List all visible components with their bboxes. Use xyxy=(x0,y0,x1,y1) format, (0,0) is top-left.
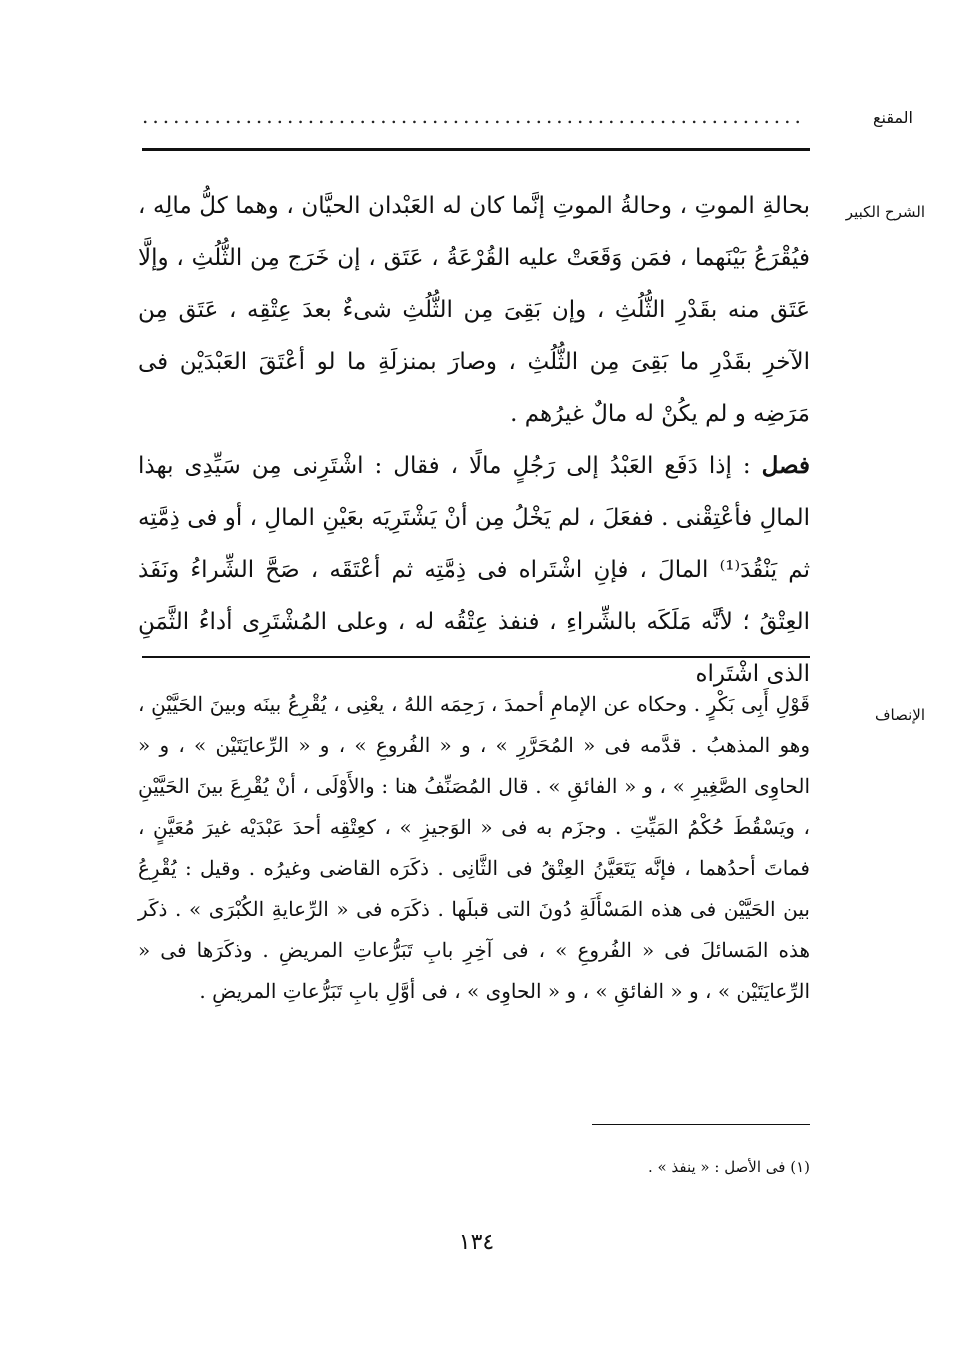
footnote-rule xyxy=(592,1124,810,1125)
footnote: (١) فى الأصل : « ينفذ » . xyxy=(648,1158,810,1176)
section-label-sharh: الشرح الكبير xyxy=(845,203,925,221)
sharh-paragraph-1: بحالةِ الموتِ ، وحالةُ الموتِ إنَّما كان له العَبْدان الحيَّان ، وهما كلُّ مالِه ، فيُقْرَعُ بَيْنَهما ، فمَن وَقَعَتْ عليه القُرْعَةُ ، عَتَق ، إن خَرَج مِن الثُّلُثِ ، وإلَّا عَتَق منه بقَدْرِ الثُّلُثِ ، وإن بَقِىَ مِن الثُّلُثِ شىءٌ بعدَ عِتْقِه ، عَتَق مِن الآخرِ بقَدْرِ ما بَقِىَ مِن الثُّلُثِ ، وصارَ بمنزلَةِ ما لو أعْتَقَ العَبْدَيْن فى مَرَضِه و لم يكُنْ له مالٌ غيرُهم . xyxy=(138,193,810,427)
section-label-insaf: الإنصاف xyxy=(874,706,925,724)
sharh-paragraph-2-text: : إذا دَفَع العَبْدُ إلى رَجُلٍ مالًا ، فقال : اشْتَرِنى مِن سَيِّدِى بهذا المالِ فأعْتِقْنى . ففعَلَ ، لم يَخْلُ مِن أنْ يَشْتَرِيَه بعَيْنِ المالِ ، أو فى ذِمَّتِه ثم يَنْقُدَ⁽¹⁾ المالَ ، فإنِ اشْتَراه فى ذِمَّتِه ثم أعْتَقَه ، صَحَّ الشِّراءُ ونَفَذ العِتْقُ ؛ لأنَّه مَلَكَه بالشِّراءِ ، فنفذ عِتْقُه له ، وعلى المُشْتَرِى أداءُ الثَّمَنِ الذى اشْتَراه xyxy=(138,453,811,687)
fasl-heading: فصل xyxy=(761,452,810,479)
insaf-text-block xyxy=(138,684,810,1012)
header-rule xyxy=(142,148,810,151)
sharh-paragraph-2 xyxy=(138,440,810,700)
page-number: ١٣٤ xyxy=(458,1230,495,1255)
insaf-paragraph: قَوْلِ أَبِى بَكْرٍ . وحكاه عن الإمامِ أحمدَ ، رَحِمَه اللهُ ، يعْنِى ، يُقْرِعُ بينَه وبينَ الحَيَّيْنِ ، وهو المذهبُ . قدَّمه فى « المُحَرَّرِ » ، و « الفُروعِ » ، و « الرِّعايَتَيْن » ، و « الحاوِى الصَّغِيرِ » ، و « الفائقِ » . قال المُصَنِّفُ هنا : والأَوْلَى ، أنْ يُقْرِعَ بينَ الحَيَّيْنِ ، ويَسْقُطَ حُكْمُ المَيِّتِ . وجزَم به فى « الوَجيزِ » ، كعِتْقِه أحدَ عَبْدَيْه غيرَ مُعَيَّنٍ ، فماتَ أحدُهما ، فإنَّه يَتَعَيَّنُ العِتْقُ فى الثَّانِى . ذكَرَه القاضى وغيرُه . وقيل : يُقْرِعُ بين الحَيَّيْن فى هذه المَسْأَلَةِ دُونَ التى قبلَها . ذكَرَه فى « الرِّعايةِ الكُبْرَى » . ذكَر هذه المَسائلَ فى « الفُروعِ » ، فى آخِرِ بابِ تَبَرُّعاتِ المريضِ . وذكَرَها فى « الرِّعايَتَيْن » ، و « الفائقِ » ، و « الحاوِى » ، فى أوَّلِ بابِ تَبَرُّعاتِ المريضِ . xyxy=(138,692,810,1003)
header-dotted-line: ................................................................ xyxy=(142,104,805,128)
running-title: المقنع xyxy=(872,108,913,127)
section-divider xyxy=(142,656,810,658)
sharh-text-block xyxy=(138,180,810,700)
